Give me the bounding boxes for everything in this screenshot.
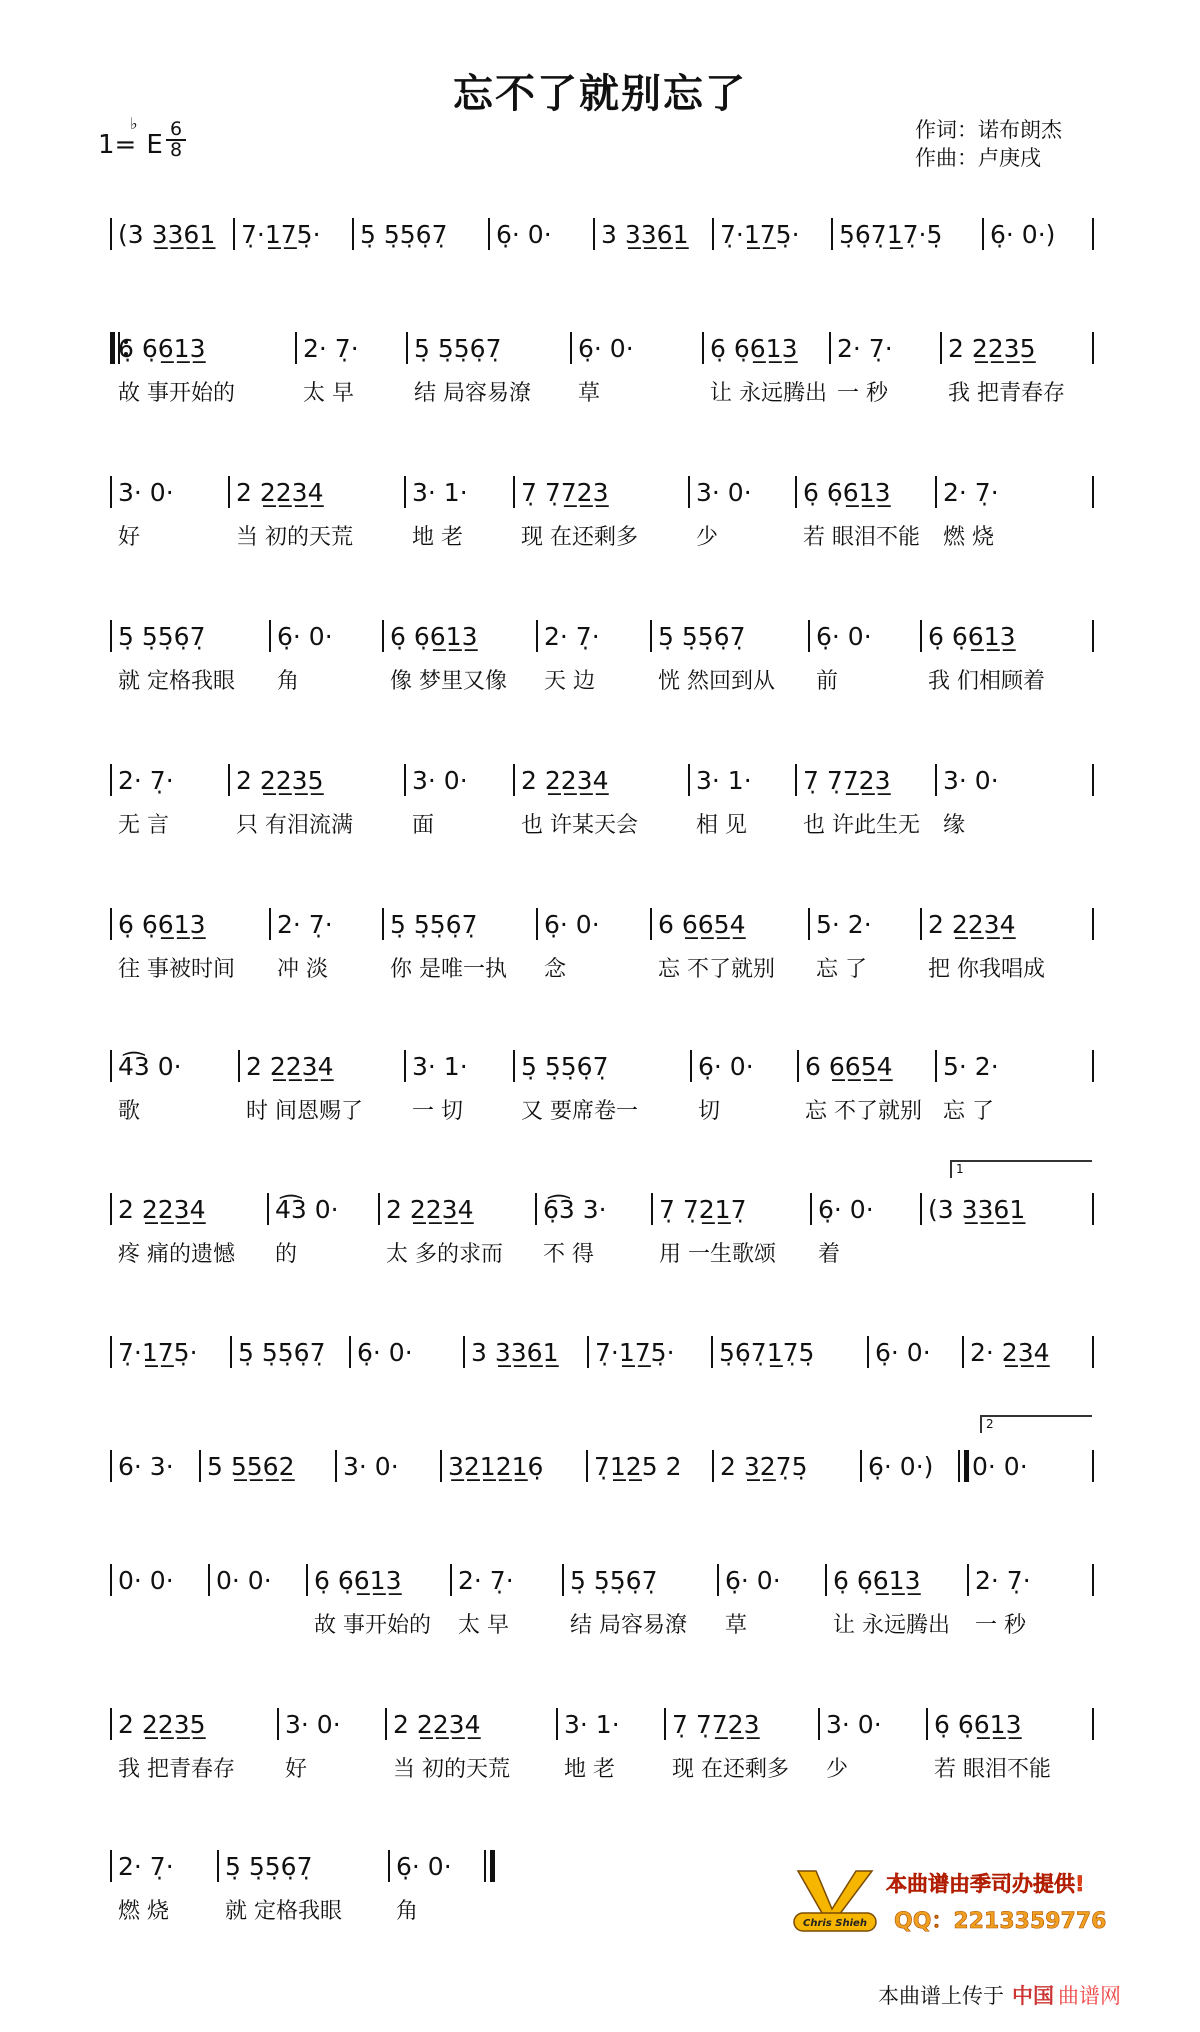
measure-notes: 0· 0· — [216, 1566, 272, 1595]
measure-lyrics: 缘 — [943, 813, 966, 838]
measure-notes: 3· 1· — [412, 1052, 468, 1081]
staff-line — [0, 1191, 1200, 1267]
measure-lyrics: 像 梦里又像 — [390, 669, 507, 694]
measure-notes: 6̣· 0· — [277, 622, 333, 651]
barline — [1092, 1336, 1094, 1368]
barline — [1092, 908, 1094, 940]
measure-notes: 5 5̲5̲6̲2̲ — [207, 1452, 295, 1481]
measure-notes: 2 3̲2̲7̣5̣ — [720, 1452, 808, 1481]
barline — [797, 1050, 799, 1082]
barline — [267, 1193, 269, 1225]
measure-lyrics: 故 事开始的 — [314, 1613, 431, 1638]
measure-lyrics: 也 许某天会 — [521, 813, 638, 838]
staff-line — [0, 1562, 1200, 1638]
measure-lyrics: 好 — [118, 525, 141, 550]
time-bottom: 8 — [166, 139, 186, 160]
barline — [808, 908, 810, 940]
measure-lyrics: 相 见 — [696, 813, 747, 838]
measure-notes: 2· 7̣· — [975, 1566, 1031, 1595]
barline — [587, 1336, 589, 1368]
footer-brand2: 曲谱网 — [1058, 1984, 1121, 2008]
measure-notes: 2 2̲2̲3̲4̲ — [246, 1052, 334, 1081]
measure-notes: 2· 7̣· — [837, 334, 893, 363]
measure-notes: 3· 0· — [412, 766, 468, 795]
measure-lyrics: 恍 然回到从 — [658, 669, 775, 694]
measure-lyrics: 少 — [696, 525, 719, 550]
measure-notes: 6̣͡3 3· — [543, 1195, 607, 1224]
staff-line — [0, 762, 1200, 838]
barline — [536, 908, 538, 940]
measure-notes: 5· 2· — [816, 910, 872, 939]
barline — [382, 620, 384, 652]
measure-notes: 5̣ 5̣5̣6̣7̣ — [414, 334, 502, 363]
measure-lyrics: 当 初的天荒 — [236, 525, 353, 550]
measure-notes: 2· 7̣· — [943, 478, 999, 507]
measure-notes: 4͡3 0· — [275, 1195, 339, 1224]
barline — [295, 332, 297, 364]
measure-notes: 3· 1· — [412, 478, 468, 507]
measure-lyrics: 忘 不了就别 — [805, 1099, 922, 1124]
barline — [110, 908, 112, 940]
measure-lyrics: 着 — [818, 1242, 841, 1267]
measure-notes: 7̣·1̲7̲5̣· — [595, 1338, 675, 1367]
barline — [208, 1564, 210, 1596]
barline — [450, 1564, 452, 1596]
measure-lyrics: 忘 了 — [816, 957, 867, 982]
barline — [1092, 476, 1094, 508]
measure-notes: 6̣· 0· — [496, 220, 552, 249]
measure-lyrics: 让 永远腾出 — [710, 381, 827, 406]
barline — [352, 218, 354, 250]
measure-lyrics: 现 在还剩多 — [672, 1757, 789, 1782]
barline — [940, 332, 942, 364]
repeat-start-barline — [110, 332, 115, 364]
measure-lyrics: 角 — [277, 669, 300, 694]
measure-lyrics: 天 边 — [544, 669, 595, 694]
measure-lyrics: 前 — [816, 669, 839, 694]
measure-lyrics: 我 们相顾着 — [928, 669, 1045, 694]
measure-notes: (3 3̲3̲6̲1̲ — [928, 1195, 1026, 1224]
promo-text: 本曲谱由季司办提供! — [886, 1872, 1085, 1896]
measure-notes: 6̣ 6̣6̲1̲3̲ — [710, 334, 798, 363]
barline — [867, 1336, 869, 1368]
barline — [535, 1193, 537, 1225]
barline — [562, 1564, 564, 1596]
measure-notes: 3 3̲3̲6̲1̲ — [471, 1338, 559, 1367]
measure-notes: 6̣· 0· — [816, 622, 872, 651]
barline — [269, 908, 271, 940]
measure-notes: 2 2̲2̲3̲4̲ — [393, 1710, 481, 1739]
time-signature — [166, 120, 186, 160]
barline — [110, 1564, 112, 1596]
measure-lyrics: 角 — [396, 1899, 419, 1924]
measure-lyrics: 也 许此生无 — [803, 813, 920, 838]
measure-notes: 3· 0· — [118, 478, 174, 507]
qq-number: QQ：2213359776 — [894, 1909, 1107, 1934]
measure-lyrics: 念 — [544, 957, 567, 982]
measure-lyrics: 用 一生歌颂 — [659, 1242, 776, 1267]
barline — [831, 218, 833, 250]
footer-text: 本曲谱上传于 — [878, 1984, 1004, 2008]
barline — [233, 218, 235, 250]
measure-lyrics: 无 言 — [118, 813, 169, 838]
measure-notes: 6̣· 0·) — [868, 1452, 934, 1481]
barline — [935, 476, 937, 508]
measure-notes: 6̣· 0· — [698, 1052, 754, 1081]
barline — [825, 1564, 827, 1596]
barline — [110, 1850, 112, 1882]
measure-lyrics: 你 是唯一执 — [390, 957, 507, 982]
barline — [795, 764, 797, 796]
barline — [404, 476, 406, 508]
measure-lyrics: 忘 不了就别 — [658, 957, 775, 982]
measure-lyrics: 草 — [725, 1613, 748, 1638]
measure-notes: 0· 0· — [118, 1566, 174, 1595]
measure-lyrics: 燃 烧 — [943, 525, 994, 550]
measure-notes: 2· 2̲3̲4̲ — [970, 1338, 1050, 1367]
barline — [404, 1050, 406, 1082]
measure-notes: 2 2̲2̲3̲5̲ — [948, 334, 1036, 363]
measure-notes: 7̣·1̲7̲5̣· — [118, 1338, 198, 1367]
measure-notes: 5̣ 5̣5̣6̣7̣ — [390, 910, 478, 939]
flat-symbol: ♭ — [130, 114, 138, 133]
measure-notes: 5̣ 5̣5̣6̣7̣ — [570, 1566, 658, 1595]
footer-brand: 中国 — [1012, 1984, 1054, 2008]
measure-notes: 6̣· 0· — [578, 334, 634, 363]
barline — [1092, 332, 1094, 364]
measure-notes: 6̣ 6̣6̲1̲3̲ — [390, 622, 478, 651]
volta-second — [980, 1415, 1092, 1433]
staff-line — [0, 906, 1200, 982]
staff-line — [0, 1448, 1200, 1508]
measure-lyrics: 我 把青春存 — [118, 1757, 235, 1782]
measure-notes: 3· 1· — [696, 766, 752, 795]
volta-first — [950, 1160, 1092, 1178]
measure-notes: 2 2̲2̲3̲4̲ — [928, 910, 1016, 939]
barline — [230, 1336, 232, 1368]
measure-notes: 2 2̲2̲3̲4̲ — [386, 1195, 474, 1224]
time-top: 6 — [169, 118, 183, 140]
measure-lyrics: 切 — [698, 1099, 721, 1124]
lyricist: 作词：诺布朗杰 — [915, 118, 1062, 142]
composer: 作曲：卢庚戌 — [915, 146, 1041, 170]
measure-notes: 5̣6̣7̣1̲7̣·5̣ — [839, 220, 943, 249]
barline — [556, 1708, 558, 1740]
measure-lyrics: 当 初的天荒 — [393, 1757, 510, 1782]
barline — [586, 1450, 588, 1482]
double-barline — [490, 1850, 495, 1882]
measure-lyrics: 少 — [826, 1757, 849, 1782]
measure-lyrics: 歌 — [118, 1099, 141, 1124]
credits — [915, 116, 1062, 172]
measure-notes: 2 2̲2̲3̲4̲ — [521, 766, 609, 795]
volta-second-label: 2 — [986, 1417, 994, 1431]
measure-notes: 6̣ 6̣6̲1̲3̲ — [833, 1566, 921, 1595]
measure-lyrics: 地 老 — [412, 525, 463, 550]
barline — [463, 1336, 465, 1368]
measure-notes: 2· 7̣· — [544, 622, 600, 651]
barline — [228, 764, 230, 796]
barline — [199, 1450, 201, 1482]
measure-notes: 5̣ 5̣5̣6̣7̣ — [360, 220, 448, 249]
measure-notes: 6̣ 6̣6̲1̲3̲ — [803, 478, 891, 507]
measure-notes: 6· 3· — [118, 1452, 174, 1481]
measure-notes: 6 6̲6̲5̲4̲ — [805, 1052, 893, 1081]
measure-notes: 6̣· 0· — [725, 1566, 781, 1595]
measure-notes: 3· 0· — [943, 766, 999, 795]
measure-notes: 4͡3 0· — [118, 1052, 182, 1081]
barline — [238, 1050, 240, 1082]
measure-lyrics: 好 — [285, 1757, 308, 1782]
barline — [920, 620, 922, 652]
barline — [110, 218, 112, 250]
measure-lyrics: 就 定格我眼 — [118, 669, 235, 694]
measure-notes: 5̣ 5̣5̣6̣7̣ — [238, 1338, 326, 1367]
measure-notes: 6̣ 6̣6̲1̲3̲ — [934, 1710, 1022, 1739]
barline — [690, 1050, 692, 1082]
measure-notes: 3· 0· — [696, 478, 752, 507]
measure-notes: 5̣ 5̣5̣6̣7̣ — [118, 622, 206, 651]
barline — [110, 764, 112, 796]
measure-lyrics: 时 间恩赐了 — [246, 1099, 363, 1124]
measure-notes: 3 3̲3̲6̲1̲ — [601, 220, 689, 249]
measure-lyrics: 我 把青春存 — [948, 381, 1065, 406]
measure-lyrics: 让 永远腾出 — [833, 1613, 950, 1638]
measure-lyrics: 故 事开始的 — [118, 381, 235, 406]
measure-lyrics: 太 早 — [458, 1613, 509, 1638]
measure-notes: 5̣6̣7̣1̲7̣5̣ — [719, 1338, 815, 1367]
barline — [110, 1450, 112, 1482]
measure-notes: 6̣· 0· — [818, 1195, 874, 1224]
staff-line — [0, 216, 1200, 276]
barline — [967, 1564, 969, 1596]
measure-notes: 2 2̲2̲3̲4̲ — [236, 478, 324, 507]
measure-notes: 2 2̲2̲3̲5̲ — [118, 1710, 206, 1739]
barline — [795, 476, 797, 508]
measure-lyrics: 往 事被时间 — [118, 957, 235, 982]
barline — [110, 1336, 112, 1368]
barline — [810, 1193, 812, 1225]
measure-lyrics: 若 眼泪不能 — [934, 1757, 1051, 1782]
barline — [712, 1450, 714, 1482]
barline — [717, 1564, 719, 1596]
measure-notes: 5· 2· — [943, 1052, 999, 1081]
measure-notes: 6̣· 0· — [875, 1338, 931, 1367]
measure-notes: 5̣ 5̣5̣6̣7̣ — [521, 1052, 609, 1081]
footer — [878, 1980, 1121, 2010]
barline — [110, 1708, 112, 1740]
chris-shieh-logo — [790, 1867, 880, 1937]
measure-lyrics: 燃 烧 — [118, 1899, 169, 1924]
barline — [335, 1450, 337, 1482]
volta-first-label: 1 — [956, 1162, 964, 1176]
measure-notes: 6̣· 0·) — [990, 220, 1056, 249]
measure-notes: 2· 7̣· — [277, 910, 333, 939]
barline — [1092, 1450, 1094, 1482]
barline — [488, 218, 490, 250]
measure-lyrics: 草 — [578, 381, 601, 406]
measure-notes: 3̲2̲1̲2̲1̲6̣ — [448, 1452, 544, 1481]
measure-notes: 7̣ 7̣2̲1̲7̣ — [659, 1195, 747, 1224]
barline — [406, 332, 408, 364]
measure-notes: 7̣·1̲7̲5̣· — [241, 220, 321, 249]
measure-notes: 3· 1· — [564, 1710, 620, 1739]
key-prefix: 1= — [98, 130, 137, 160]
measure-lyrics: 不 得 — [543, 1242, 594, 1267]
barline — [829, 332, 831, 364]
barline — [306, 1564, 308, 1596]
song-title: 忘不了就别忘了 — [453, 71, 747, 117]
measure-notes: 2 2̲2̲3̲4̲ — [118, 1195, 206, 1224]
barline — [1092, 1050, 1094, 1082]
barline — [962, 1336, 964, 1368]
measure-lyrics: 一 秒 — [975, 1613, 1026, 1638]
measure-notes: 5̣ 5̣5̣6̣7̣ — [658, 622, 746, 651]
double-barline — [964, 1450, 969, 1482]
barline — [388, 1850, 390, 1882]
measure-notes: 7̣ 7̣7̲2̲3̲ — [672, 1710, 760, 1739]
barline — [650, 908, 652, 940]
barline — [110, 476, 112, 508]
measure-lyrics: 现 在还剩多 — [521, 525, 638, 550]
barline — [926, 1708, 928, 1740]
barline — [513, 476, 515, 508]
measure-notes: 3· 0· — [826, 1710, 882, 1739]
measure-lyrics: 只 有泪流满 — [236, 813, 353, 838]
barline — [513, 1050, 515, 1082]
measure-lyrics: 面 — [412, 813, 435, 838]
staff-line — [0, 330, 1200, 406]
measure-notes: 0· 0· — [972, 1452, 1028, 1481]
staff-line — [0, 1048, 1200, 1124]
barline — [711, 1336, 713, 1368]
staff-line — [0, 1706, 1200, 1782]
barline — [935, 764, 937, 796]
barline — [1092, 764, 1094, 796]
barline — [664, 1708, 666, 1740]
measure-notes: 7̣ 7̣7̲2̲3̲ — [521, 478, 609, 507]
barline — [1092, 1708, 1094, 1740]
measure-notes: 6 6̲6̲5̲4̲ — [658, 910, 746, 939]
measure-lyrics: 忘 了 — [943, 1099, 994, 1124]
barline — [712, 218, 714, 250]
barline — [277, 1708, 279, 1740]
barline — [513, 764, 515, 796]
barline — [378, 1193, 380, 1225]
barline — [860, 1450, 862, 1482]
barline — [1092, 1193, 1094, 1225]
measure-lyrics: 又 要席卷一 — [521, 1099, 638, 1124]
measure-notes: 3· 0· — [285, 1710, 341, 1739]
barline — [651, 1193, 653, 1225]
measure-lyrics: 太 早 — [303, 381, 354, 406]
barline — [688, 476, 690, 508]
measure-notes: 5̣ 5̣5̣6̣7̣ — [225, 1852, 313, 1881]
measure-notes: 6̣ 6̣6̲1̲3̲ — [118, 910, 206, 939]
barline — [1092, 620, 1094, 652]
barline — [935, 1050, 937, 1082]
measure-lyrics: 一 秒 — [837, 381, 888, 406]
measure-notes: 3· 0· — [343, 1452, 399, 1481]
barline — [440, 1450, 442, 1482]
barline — [382, 908, 384, 940]
barline — [688, 764, 690, 796]
measure-notes: 6̣· 0· — [544, 910, 600, 939]
barline — [110, 620, 112, 652]
barline — [349, 1336, 351, 1368]
measure-notes: 6̣· 0· — [396, 1852, 452, 1881]
staff-line — [0, 618, 1200, 694]
measure-notes: 2· 7̣· — [458, 1566, 514, 1595]
measure-notes: (3 3̲3̲6̲1̲ — [118, 220, 216, 249]
measure-notes: 7̣·1̲7̲5̣· — [720, 220, 800, 249]
measure-notes: 7̣1̲2̲5 2 — [594, 1452, 682, 1481]
measure-lyrics: 就 定格我眼 — [225, 1899, 342, 1924]
measure-notes: 2· 7̣· — [118, 1852, 174, 1881]
barline — [920, 1193, 922, 1225]
measure-lyrics: 地 老 — [564, 1757, 615, 1782]
barline — [217, 1850, 219, 1882]
staff-line — [0, 1334, 1200, 1394]
barline — [110, 1050, 112, 1082]
measure-notes: 6̣ 6̣6̲1̲3̲ — [928, 622, 1016, 651]
measure-lyrics: 的 — [275, 1242, 298, 1267]
measure-notes: 2 2̲2̲3̲5̲ — [236, 766, 324, 795]
measure-lyrics: 结 局容易潦 — [570, 1613, 687, 1638]
barline — [1092, 1564, 1094, 1596]
barline — [702, 332, 704, 364]
barline — [228, 476, 230, 508]
measure-notes: 6̣ 6̣6̲1̲3̲ — [314, 1566, 402, 1595]
measure-lyrics: 把 你我唱成 — [928, 957, 1045, 982]
measure-lyrics: 太 多的求而 — [386, 1242, 503, 1267]
measure-lyrics: 一 切 — [412, 1099, 463, 1124]
measure-lyrics: 疼 痛的遗憾 — [118, 1242, 235, 1267]
barline — [593, 218, 595, 250]
measure-notes: 2· 7̣· — [303, 334, 359, 363]
barline — [269, 620, 271, 652]
logo-text: Chris Shieh — [803, 1918, 867, 1929]
barline — [1092, 218, 1094, 250]
barline — [536, 620, 538, 652]
key-signature — [98, 114, 163, 160]
barline — [570, 332, 572, 364]
barline — [110, 1193, 112, 1225]
measure-lyrics: 若 眼泪不能 — [803, 525, 920, 550]
barline — [404, 764, 406, 796]
barline — [920, 908, 922, 940]
barline — [818, 1708, 820, 1740]
measure-notes: 7̣ 7̣7̲2̲3̲ — [803, 766, 891, 795]
measure-lyrics: 冲 淡 — [277, 957, 328, 982]
measure-notes: 6̣ 6̣6̲1̲3̲ — [118, 334, 206, 363]
staff-line — [0, 474, 1200, 550]
measure-notes: 2· 7̣· — [118, 766, 174, 795]
barline — [650, 620, 652, 652]
barline — [385, 1708, 387, 1740]
measure-notes: 6̣· 0· — [357, 1338, 413, 1367]
measure-lyrics: 结 局容易潦 — [414, 381, 531, 406]
barline — [982, 218, 984, 250]
key-note: E — [146, 130, 163, 160]
barline — [808, 620, 810, 652]
